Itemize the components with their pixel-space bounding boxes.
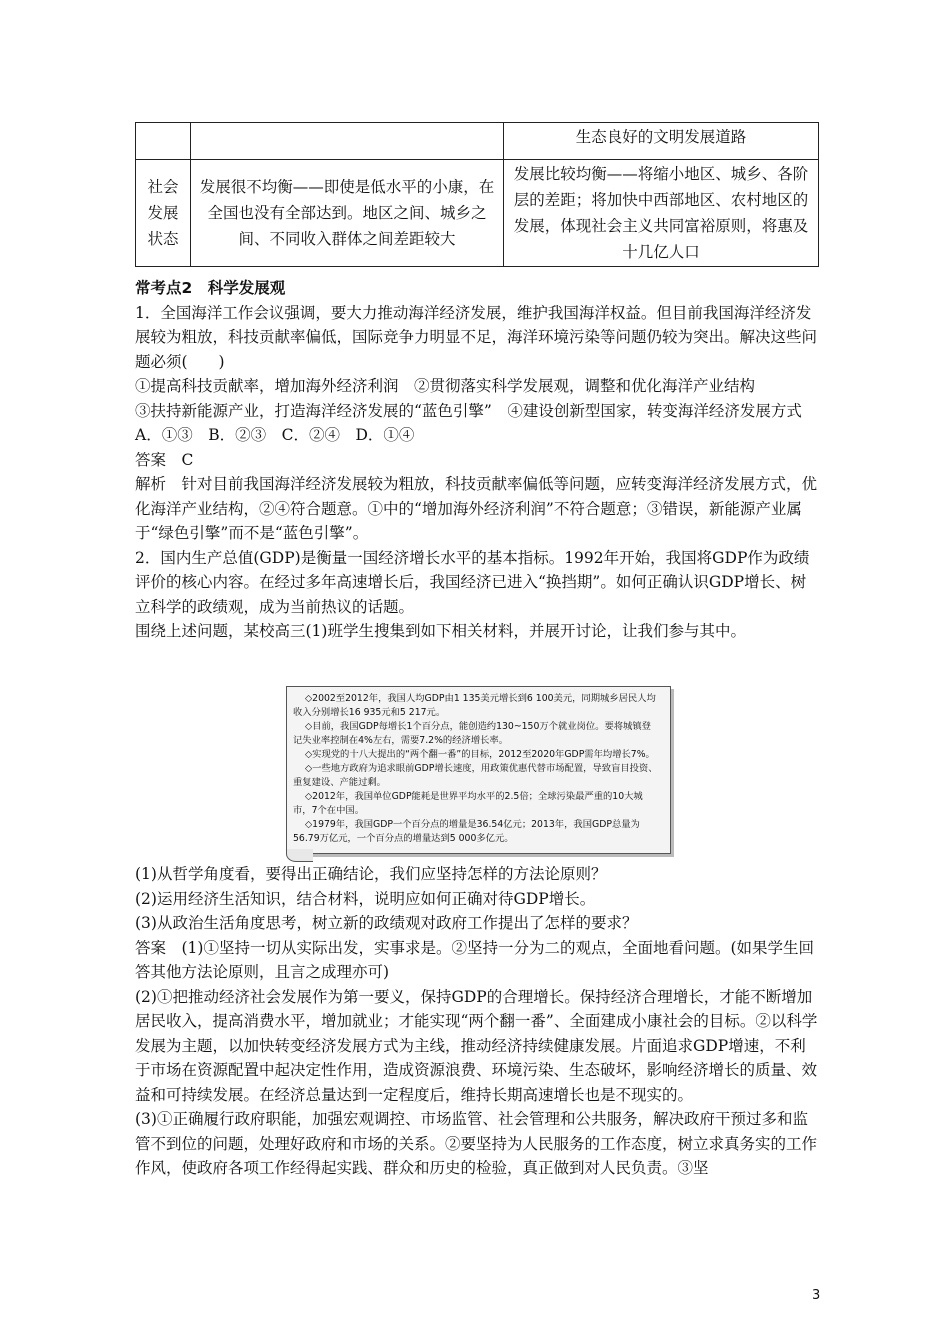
table-cell <box>191 123 504 160</box>
question-1-options-a: ①提高科技贡献率，增加海外经济利润 ②贯彻落实科学发展观，调整和优化海洋产业结构 <box>135 377 756 395</box>
answer-2: (2)①把推动经济社会发展作为第一要义，保持GDP的合理增长。保持经济合理增长，才能不断增加居民收入，提高消费水平，增加就业；才能实现“两个翻一番”、全面建成小康社会的目标。②以科学发展为主题，以加快转变经济发展方式为主线，推动经济持续健康发展。片面追求GDP增速，不利于市场在资源配置中起决定性作用，造成资源浪费、环境污染、生态破坏，影响经济增长的质量、效益和可持续发展。在经济总量达到一定程度后，维持长期高速增长也是不现实的。 <box>135 987 818 1104</box>
main-content <box>135 276 819 644</box>
material-item: ◇2012年，我国单位GDP能耗是世界平均水平的2.5倍；全球污染最严重的10大城市，7个在中国。 <box>293 791 643 816</box>
question-1-analysis: 解析 针对目前我国海洋经济发展较为粗放，科技贡献率偏低等问题，应转变海洋经济发展方式，优化海洋产业结构，②④符合题意。①中的“增加海外经济利润”不符合题意；③错误，新能源产业属于“绿色引擎”而不是“蓝色引擎”。 <box>135 475 818 542</box>
table-row <box>136 123 819 160</box>
question-2-lead: 围绕上述问题，某校高三(1)班学生搜集到如下相关材料，并展开讨论，让我们参与其中。 <box>135 622 746 640</box>
material-item: ◇实现党的十八大提出的“两个翻一番”的目标，2012至2020年GDP需年均增长7%。 <box>305 749 655 760</box>
question-2-stem: 2．国内生产总值(GDP)是衡量一国经济增长水平的基本指标。1992年开始，我国将GDP作为政绩评价的核心内容。在经过多年高速增长后，我国经济已进入“换挡期”。如何正确认识GDP增长、树立科学的政绩观，成为当前热议的话题。 <box>135 548 810 616</box>
row-header-cell <box>136 160 191 267</box>
material-item: ◇一些地方政府为追求眼前GDP增长速度，用政策优惠代替市场配置，导致盲目投资、重复建设、产能过剩。 <box>293 763 658 788</box>
row-header-line: 发展 <box>147 204 179 222</box>
material-item: ◇2002至2012年，我国人均GDP由1 135美元增长到6 100美元，同期城乡居民人均收入分别增长16 935元和5 217元。 <box>293 693 656 718</box>
table-row <box>136 160 819 267</box>
sub-question-1: (1)从哲学角度看，要得出正确结论，我们应坚持怎样的方法论原则？ <box>135 865 607 883</box>
sub-question-3: (3)从政治生活角度思考，树立新的政绩观对政府工作提出了怎样的要求？ <box>135 914 638 932</box>
row-header-line: 状态 <box>147 230 179 248</box>
question-2-content <box>135 862 819 1181</box>
answer-1: 答案 (1)①坚持一切从实际出发，实事求是。②坚持一分为二的观点，全面地看问题。(如果学生回答其他方法论原则，且言之成理亦可) <box>135 938 815 981</box>
sub-question-2: (2)运用经济生活知识，结合材料，说明应如何正确对待GDP增长。 <box>135 889 596 908</box>
table-cell: 生态良好的文明发展道路 <box>504 123 819 160</box>
table-cell: 发展比较均衡——将缩小地区、城乡、各阶层的差距；将加快中西部地区、农村地区的发展，体现社会主义共同富裕原则，将惠及十几亿人口 <box>504 160 819 267</box>
row-header-line: 社会 <box>147 178 179 196</box>
table-cell: 发展很不均衡——即使是低水平的小康，在全国也没有全部达到。地区之间、城乡之间、不同收入群体之间差距较大 <box>191 160 504 267</box>
question-1-choices: A．①③ B．②③ C．②④ D．①④ <box>135 426 415 444</box>
question-1-options-b: ③扶持新能源产业，打造海洋经济发展的“蓝色引擎” ④建设创新型国家，转变海洋经济发展方式 <box>135 401 802 420</box>
material-figure <box>286 686 671 854</box>
page-curl-decoration <box>286 849 313 862</box>
material-item: ◇1979年，我国GDP一个百分点的增量是36.54亿元；2013年，我国GDP总量为56.79万亿元，一个百分点的增量达到5 000多亿元。 <box>293 819 640 844</box>
question-1-answer: 答案 C <box>135 450 194 469</box>
answer-3: (3)①正确履行政府职能，加强宏观调控、市场监管、社会管理和公共服务，解决政府干预过多和监管不到位的问题，处理好政府和市场的关系。②要坚持为人民服务的工作态度，树立求真务实的工作作风，使政府各项工作经得起实践、群众和历史的检验，真正做到对人民负责。③坚 <box>135 1110 818 1177</box>
comparison-table <box>135 122 819 267</box>
question-1-stem: 1．全国海洋工作会议强调，要大力推动海洋经济发展，维护我国海洋权益。但目前我国海洋经济发展较为粗放，科技贡献率偏低，国际竞争力明显不足，海洋环境污染等问题仍较为突出。解决这些问题必须( ) <box>135 303 818 371</box>
section-title: 常考点2 科学发展观 <box>135 279 286 297</box>
page-number: 3 <box>812 1288 821 1303</box>
table-cell <box>136 123 191 160</box>
material-item: ◇目前，我国GDP每增长1个百分点，能创造约130~150万个就业岗位。要将城镇登记失业率控制在4%左右，需要7.2%的经济增长率。 <box>293 721 651 746</box>
